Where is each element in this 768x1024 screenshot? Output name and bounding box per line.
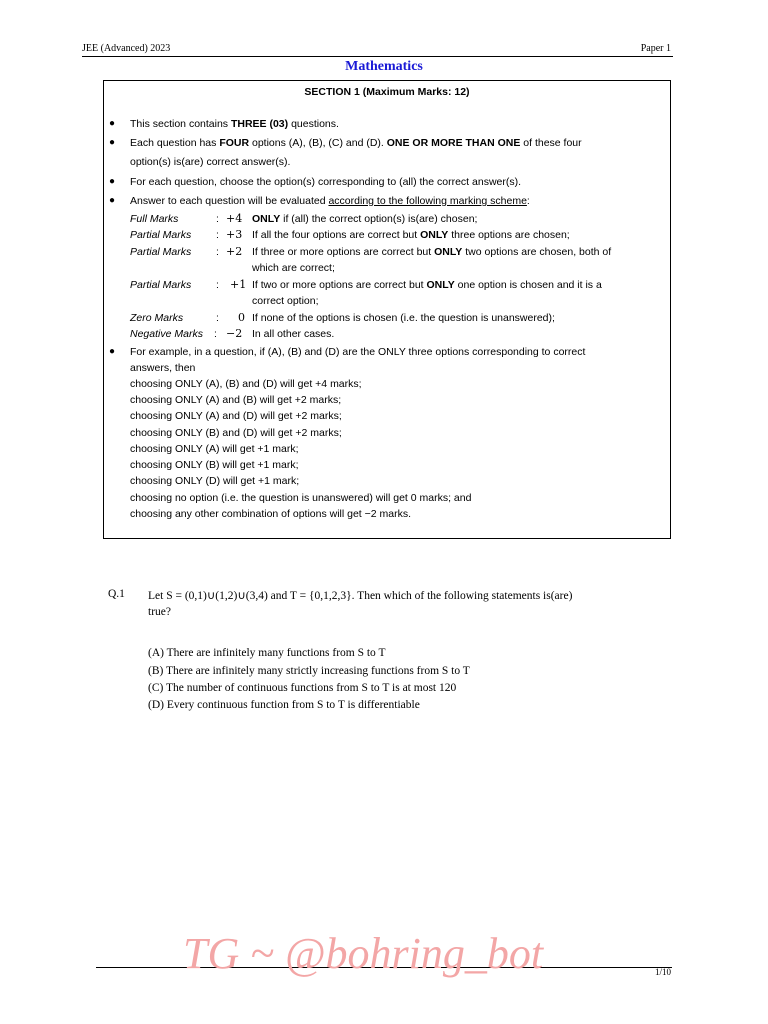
partial-marks-2-desc-cont: which are correct;: [252, 262, 335, 274]
zero-marks-desc: If none of the options is chosen (i.e. the question is unanswered);: [252, 312, 555, 324]
header-exam-name: JEE (Advanced) 2023: [82, 43, 171, 54]
negative-marks-desc: In all other cases.: [252, 328, 335, 340]
question-stem-cont: true?: [148, 606, 171, 618]
option-b: (B) There are infinitely many strictly increasing functions from S to T: [148, 665, 470, 677]
partial-marks-3-value: +3: [226, 228, 243, 241]
partial-marks-1-desc-cont: correct option;: [252, 295, 319, 307]
bullet-4-text: Answer to each question will be evaluated according to the following marking scheme:: [130, 195, 530, 207]
watermark: TG ~ @bohring_bot: [183, 929, 544, 978]
header-rule: [82, 56, 673, 57]
full-marks-desc: ONLY if (all) the correct option(s) is(are) chosen;: [252, 213, 478, 225]
page-number: 1/10: [654, 967, 671, 977]
bullet-5-text: For example, in a question, if (A), (B) and (D) are the ONLY three options corresponding to correct: [130, 346, 586, 358]
partial-marks-1-label: Partial Marks: [130, 279, 192, 291]
partial-marks-2-value: +2: [226, 245, 243, 258]
bullet-2-text-cont: option(s) is(are) correct answer(s).: [130, 156, 291, 168]
option-c: (C) The number of continuous functions from S to T is at most 120: [148, 682, 457, 694]
example-line: choosing ONLY (A) will get +1 mark;: [130, 443, 299, 455]
instructions-box: [103, 80, 671, 539]
option-d: (D) Every continuous function from S to T is differentiable: [148, 699, 420, 711]
example-line: choosing no option (i.e. the question is unanswered) will get 0 marks; and: [130, 492, 472, 504]
zero-marks-label: Zero Marks: [130, 312, 184, 324]
full-marks-value: +4: [226, 212, 243, 225]
section-title: SECTION 1 (Maximum Marks: 12): [304, 86, 470, 98]
example-line: choosing ONLY (D) will get +1 mark;: [130, 475, 300, 487]
partial-marks-1-value: +1: [230, 278, 247, 291]
example-line: choosing ONLY (A), (B) and (D) will get +4 marks;: [130, 378, 362, 390]
example-line: choosing any other combination of options will get −2 marks.: [130, 508, 412, 520]
colon: :: [214, 328, 217, 340]
partial-marks-2-desc: If three or more options are correct but ONLY two options are chosen, both of: [252, 246, 612, 258]
subject-title: Mathematics: [345, 59, 423, 74]
colon: :: [216, 312, 219, 324]
colon: :: [216, 229, 219, 241]
full-marks-label: Full Marks: [130, 213, 179, 225]
partial-marks-3-desc: If all the four options are correct but ONLY three options are chosen;: [252, 229, 570, 241]
example-line: choosing ONLY (B) and (D) will get +2 marks;: [130, 427, 342, 439]
partial-marks-3-label: Partial Marks: [130, 229, 192, 241]
partial-marks-1-desc: If two or more options are correct but ONLY one option is chosen and it is a: [252, 279, 602, 291]
bullet-2-text: Each question has FOUR options (A), (B), (C) and (D). ONE OR MORE THAN ONE of these four: [130, 137, 582, 149]
zero-marks-value: 0: [238, 311, 245, 324]
example-line: choosing ONLY (A) and (D) will get +2 marks;: [130, 410, 342, 422]
example-line: choosing ONLY (A) and (B) will get +2 marks;: [130, 394, 342, 406]
bullet-icon: ●: [109, 137, 116, 148]
example-line: choosing ONLY (B) will get +1 mark;: [130, 459, 299, 471]
bullet-icon: ●: [109, 195, 116, 206]
colon: :: [216, 246, 219, 258]
bullet-icon: ●: [109, 346, 116, 357]
question-number: Q.1: [108, 588, 125, 600]
option-a: (A) There are infinitely many functions from S to T: [148, 647, 386, 659]
colon: :: [216, 213, 219, 225]
bullet-5-text-cont: answers, then: [130, 362, 196, 374]
colon: :: [216, 279, 219, 291]
negative-marks-label: Negative Marks: [130, 328, 203, 340]
bullet-icon: ●: [109, 118, 116, 129]
bullet-1-text: This section contains THREE (03) questions.: [130, 118, 339, 130]
question-stem: Let S = (0,1)∪(1,2)∪(3,4) and T = {0,1,2,3}. Then which of the following statements is(are): [148, 590, 573, 602]
negative-marks-value: −2: [226, 327, 243, 340]
header-paper: Paper 1: [640, 43, 671, 54]
partial-marks-2-label: Partial Marks: [130, 246, 192, 258]
bullet-icon: ●: [109, 176, 116, 187]
bullet-3-text: For each question, choose the option(s) corresponding to (all) the correct answer(s).: [130, 176, 522, 188]
